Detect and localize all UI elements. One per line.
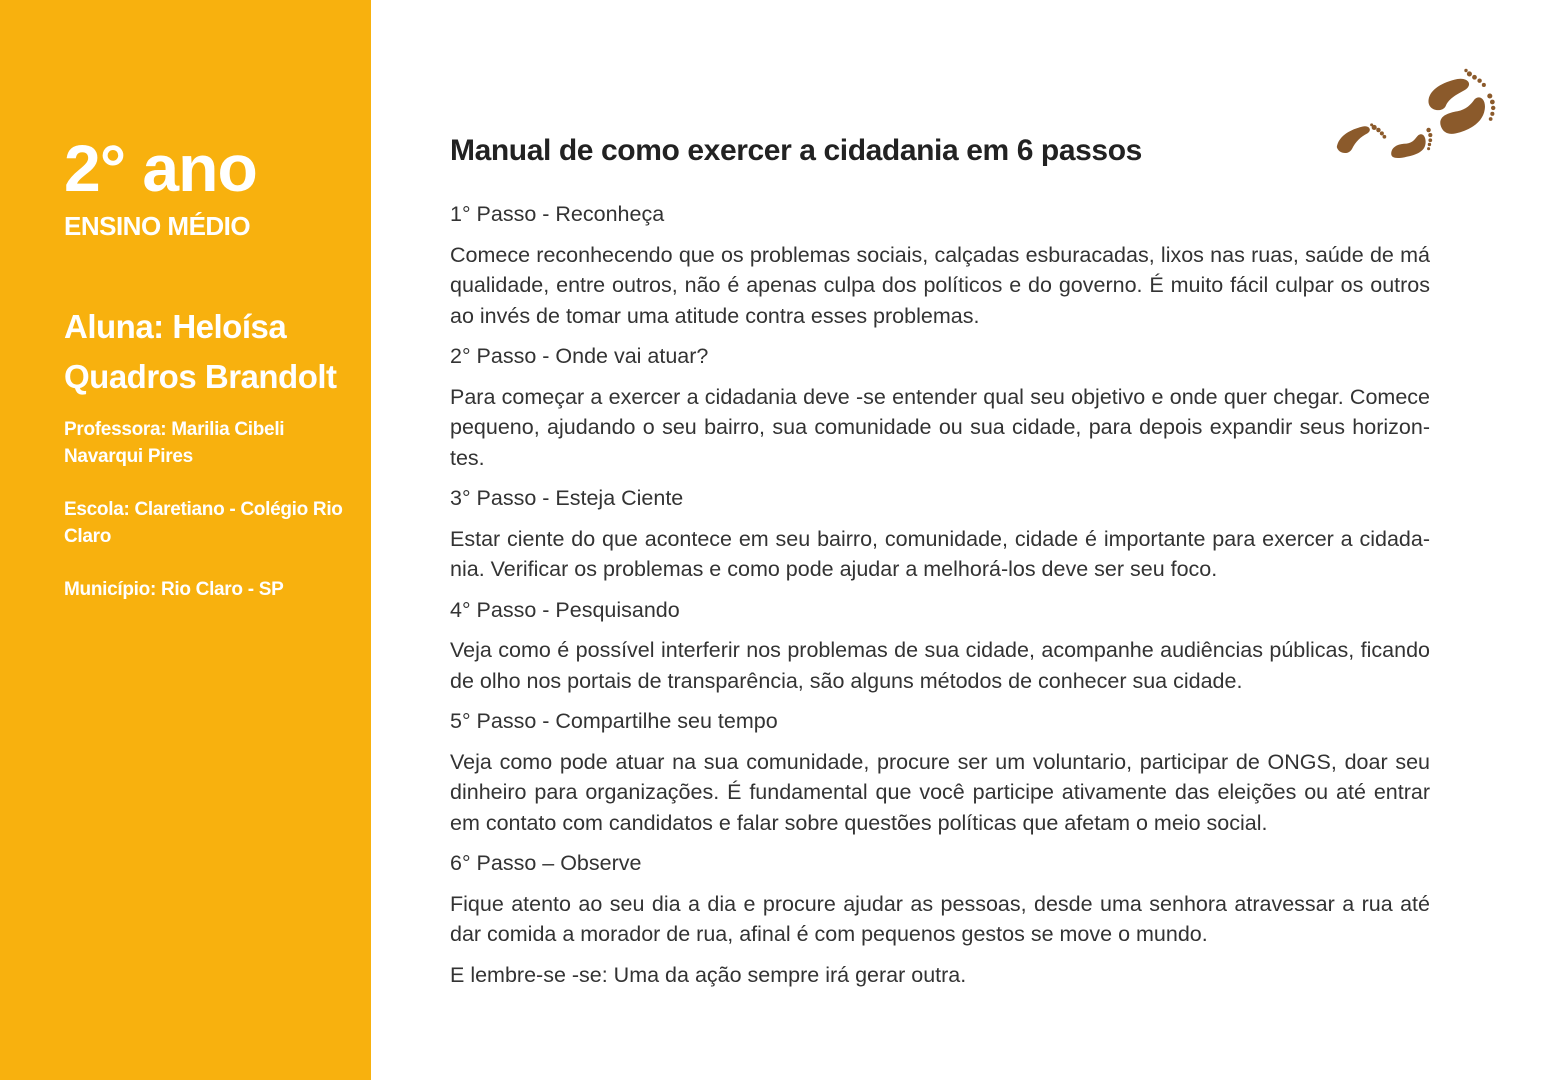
step-5-heading: 5° Passo - Compartilhe seu tempo (450, 709, 778, 733)
step-4-heading: 4° Passo - Pesquisando (450, 597, 680, 622)
step-3-heading: 3° Passo - Esteja Ciente (450, 486, 684, 510)
footprints-icon (1330, 62, 1500, 164)
closing-text: E lembre-se -se: Uma da ação sempre irá gerar outra. (450, 962, 967, 987)
sidebar-info (64, 128, 364, 603)
step-1-heading: 1° Passo - Reconheça (450, 202, 665, 226)
school-name: Escola: Claretiano - Colégio Rio Claro (64, 499, 343, 547)
step-2-heading: 2° Passo - Onde vai atuar? (450, 344, 709, 368)
teacher-name: Professora: Marilia Cibeli Navarqui Pires (64, 419, 285, 467)
step-6-text: Fique atento ao seu dia a dia e procure ajudar as pessoas, desde uma senhora atravessar a rua até dar comida a morador de rua, afinal é com pequenos gestos se move o mundo. (450, 891, 1430, 946)
step-1-text: Comece reconhecendo que os problemas sociais, calçadas esburacadas, lixos nas ruas, saúde de má qualidade, entre outros, não é apenas culpa dos políticos e do governo. É muito fácil culpar os outros ao invés de tomar uma atitude contra esses problemas. (450, 242, 1430, 328)
step-3-text: Estar ciente do que acontece em seu bairro, comunidade, cidade é importante para exercer a cidada-nia. Verificar os problemas e como pode ajudar a melhorá-los deve ser seu foco. (450, 526, 1430, 581)
page-title: Manual de como exercer a cidadania em 6 passos (450, 134, 1142, 167)
grade-heading: 2° ano (64, 131, 257, 205)
step-4-text: Veja como é possível interferir nos problemas de sua cidade, acompanhe audiências públicas, ficando de olho nos portais de transparência, são alguns métodos de conhecer sua cidade. (450, 638, 1430, 693)
step-5-text: Veja como pode atuar na sua comunidade, procure ser um voluntario, participar de ONGS, doar seu dinheiro para organizações. É fundamental que você participe ativamente das eleições ou até entrar em contato com candidatos e falar sobre questões políticas que afetam o meio social. (450, 749, 1430, 835)
step-6-heading: 6° Passo – Observe (450, 851, 642, 875)
sidebar (0, 0, 371, 1080)
level-label: ENSINO MÉDIO (64, 211, 251, 241)
steps-list (450, 199, 1430, 1000)
step-2-text: Para começar a exercer a cidadania deve -se entender qual seu objetivo e onde quer chegar. Comece pequeno, ajudando o seu bairro, sua comunidade ou sua cidade, para depois expandir seus horizon-tes. (450, 384, 1430, 470)
city-name: Município: Rio Claro - SP (64, 579, 284, 600)
student-name: Aluna: Heloísa Quadros Brandolt (64, 308, 337, 395)
